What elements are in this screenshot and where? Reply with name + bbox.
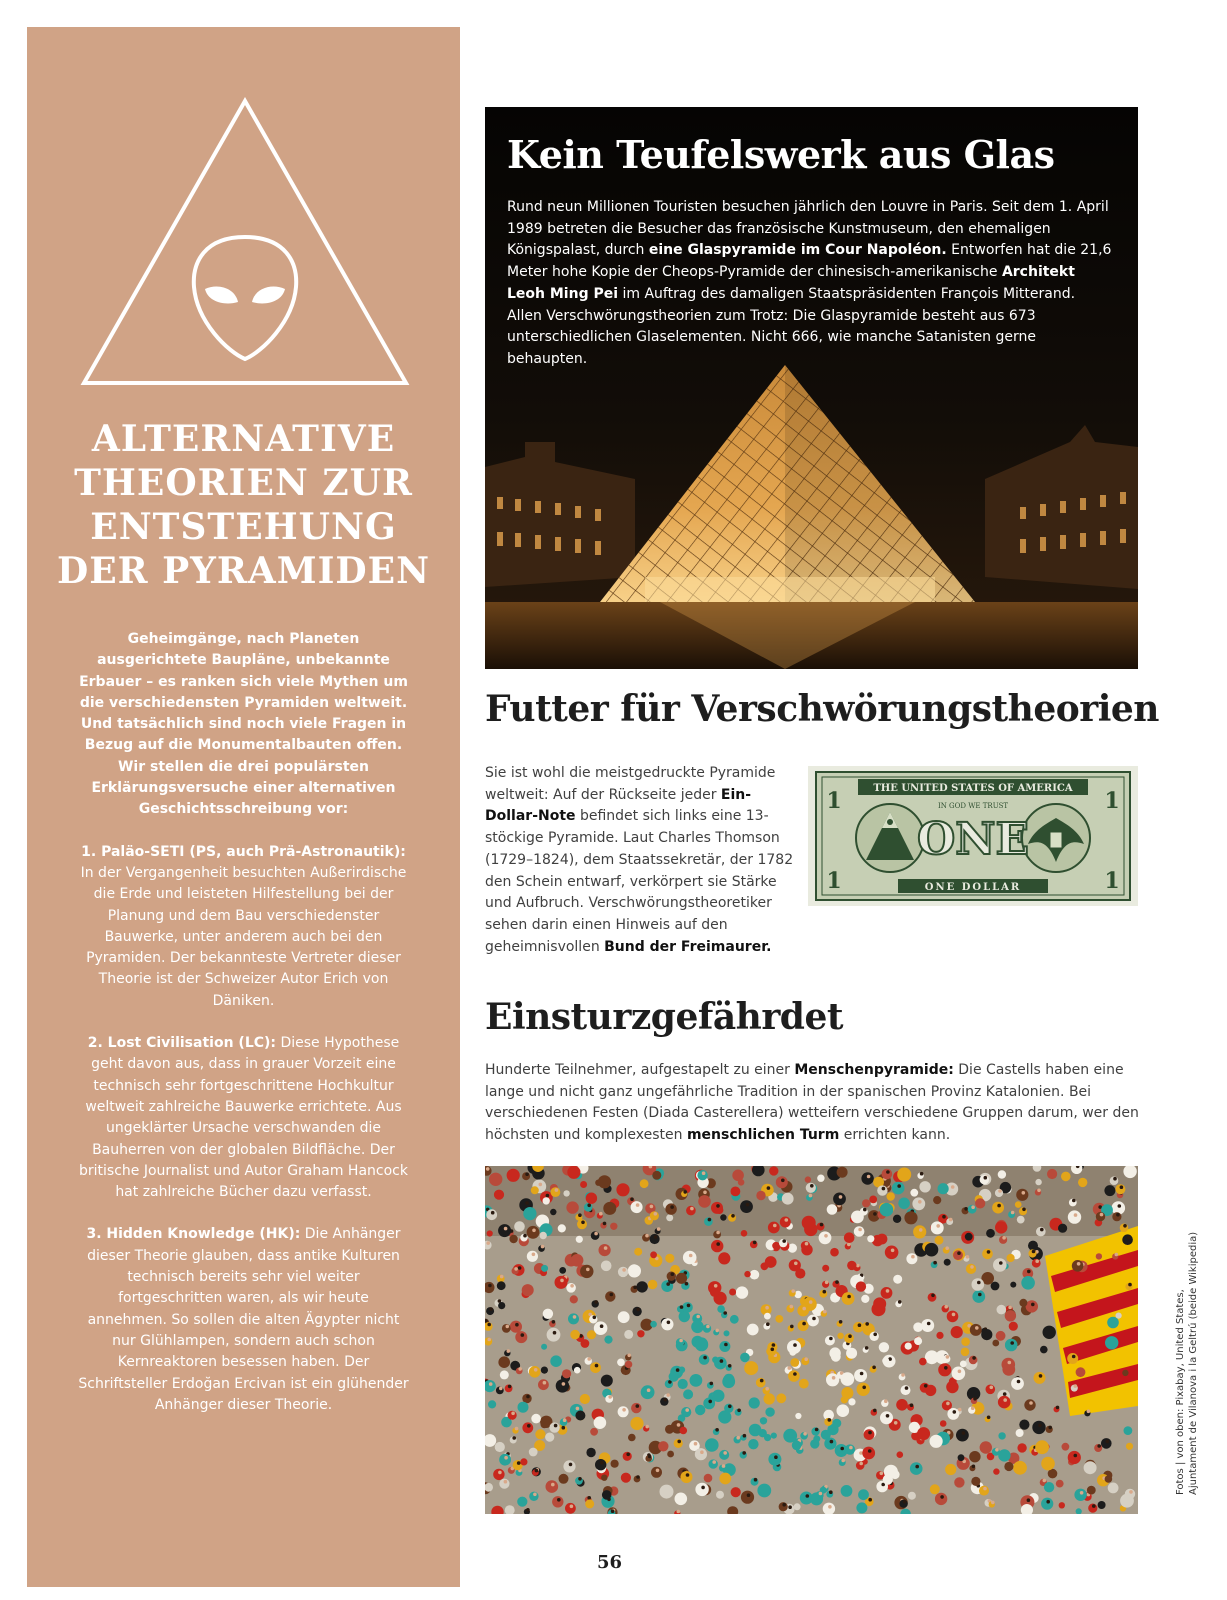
highlight-human-pyramid: Menschenpyramide:	[794, 1062, 954, 1078]
page-number: 56	[597, 1552, 623, 1573]
theory-lost-civilisation	[77, 1033, 410, 1203]
theory-text: Die Anhänger dieser Theorie glauben, dass antike Kulturen technisch bereits sehr viel weiter fortgeschritten waren, als wir heute annehmen. So sollen die alten Ägypter nicht nur Glühlampen, sondern auch schon Kernreaktoren besessen haben. Der Schriftsteller Erdoğan Ercivan ist ein glühender Anhänger dieser Theorie.	[78, 1226, 409, 1413]
sidebar-title	[27, 417, 460, 593]
credit-line: Fotos | von oben: Pixabay, United States,	[1175, 1289, 1186, 1495]
louvre-heading: Kein Teufelswerk aus Glas	[507, 132, 1055, 177]
note-corner-number: 1	[1104, 788, 1120, 814]
theory-heading: 3. Hidden Knowledge (HK):	[86, 1226, 301, 1243]
one-dollar-bill-image	[808, 766, 1138, 906]
theory-text: Diese Hypothese geht davon aus, dass in grauer Vorzeit eine technisch sehr fortgeschrittene Hochkultur weltweit zahlreiche Bauwerke errichtete. Aus ungeklärter Ursache verschwanden die Bauherren von der globalen Bildfläche. Der britische Journalist und Autor Graham Hancock hat zahlreiche Bücher dazu verfasst.	[79, 1035, 408, 1201]
highlight-human-tower: menschlichen Turm	[686, 1127, 840, 1144]
louvre-pyramid-photo	[485, 107, 1138, 669]
highlight-architect: Architekt Leoh Ming Pei	[507, 264, 1075, 302]
louvre-section	[485, 107, 1138, 669]
theory-heading: 1. Paläo-SETI (PS, auch Prä-Astronautik):	[81, 843, 406, 860]
note-top-text: THE UNITED STATES OF AMERICA	[873, 783, 1073, 794]
highlight-one-dollar-note: Ein-Dollar-Note	[485, 786, 752, 825]
text-run: Entworfen hat die 21,6 Meter hohe Kopie der Cheops-Pyramide der chinesisch-amerikanische	[507, 242, 1112, 281]
highlight-glass-pyramid: eine Glaspyramide im Cour Napoléon.	[648, 242, 947, 259]
highlight-freemasons: Bund der Freimaurer.	[604, 938, 772, 955]
note-corner-number: 1	[1104, 868, 1120, 894]
text-run: Sie ist wohl die meistgedruckte Pyramide weltweit: Auf der Rückseite jeder	[485, 765, 776, 803]
sidebar-title-line: DER PYRAMIDEN	[57, 550, 430, 592]
text-run: Die Castells haben eine lange und nicht ganz ungefährliche Tradition in der spanischen Provinz Katalonien. Bei verschiedenen Festen (Diada Casterellera) wetteifern verschiedene Gruppen darum, wer den höchsten und komplexesten	[485, 1062, 1139, 1144]
text-run: Hunderte Teilnehmer, aufgestapelt zu einer	[485, 1062, 795, 1078]
text-run: errichten kann.	[839, 1127, 951, 1144]
sidebar-panel	[27, 27, 460, 1587]
text-run: im Auftrag des damaligen Staatspräsidenten François Mitterand. Allen Verschwörungstheorien zum Trotz: Die Glaspyramide besteht aus 673 unterschiedlichen Glaselementen. Nicht 666, wie manche Satanisten gerne behaupten.	[507, 285, 1076, 367]
dollar-heading: Futter für Verschwörungstheorien	[485, 688, 1159, 730]
theory-heading: 2. Lost Civilisation (LC):	[87, 1035, 277, 1052]
castells-photo	[485, 1166, 1138, 1514]
sidebar-title-line: ALTERNATIVE	[91, 418, 396, 460]
note-one-text: ONE	[916, 814, 1030, 865]
sidebar-intro: Geheimgänge, nach Planeten ausgerichtete Baupläne, unbekannte Erbauer – es ranken sich viele Mythen um die verschiedensten Pyramiden weltweit. Und tatsächlich sind noch viele Fragen in Bezug auf die Monumentalbauten offen. Wir stellen die drei populärsten Erklärungsversuche einer alternativen Geschichtsschreibung vor:	[79, 631, 408, 818]
human-tower-crowd-image	[485, 1166, 1138, 1514]
collapse-heading: Einsturzgefährdet	[485, 996, 844, 1038]
collapse-paragraph	[485, 1060, 1140, 1147]
note-corner-number: 1	[826, 868, 842, 894]
text-run: Rund neun Millionen Touristen besuchen jährlich den Louvre in Paris. Seit dem 1. April 1989 betreten die Besucher das französische Kunstmuseum, den ehemaligen Königspalast, durch	[507, 199, 1109, 259]
note-motto: IN GOD WE TRUST	[937, 802, 1009, 810]
louvre-paragraph	[507, 197, 1112, 371]
sidebar-title-line: THEORIEN ZUR	[74, 462, 413, 504]
theory-paleo-seti	[77, 842, 410, 1012]
alien-triangle-icon	[80, 97, 410, 387]
credit-line: Ajuntament de Vilanova i la Geltrú (beide Wikipedia)	[1188, 1231, 1199, 1495]
photo-credits	[1174, 1232, 1200, 1495]
sidebar-title-line: ENTSTEHUNG	[90, 506, 397, 548]
text-run: befindet sich links eine 13-stöckige Pyramide. Laut Charles Thomson (1729–1824), dem Staatssekretär, der 1782 den Schein entwarf, verkörpert sie Stärke und Aufbruch. Verschwörungstheoretiker sehen darin einen Hinweis auf den geheimnisvollen	[485, 808, 794, 955]
sidebar-body	[77, 629, 410, 1437]
note-bottom-text: ONE DOLLAR	[924, 882, 1022, 893]
theory-hidden-knowledge	[77, 1224, 410, 1416]
theory-text: In der Vergangenheit besuchten Außerirdische die Erde und leisteten Hilfestellung bei der Planung und dem Bau verschiedenster Bauwerke, unter anderem auch bei den Pyramiden. Der bekannteste Vertreter dieser Theorie ist der Schweizer Autor Erich von Däniken.	[80, 864, 407, 1009]
note-corner-number: 1	[826, 788, 842, 814]
